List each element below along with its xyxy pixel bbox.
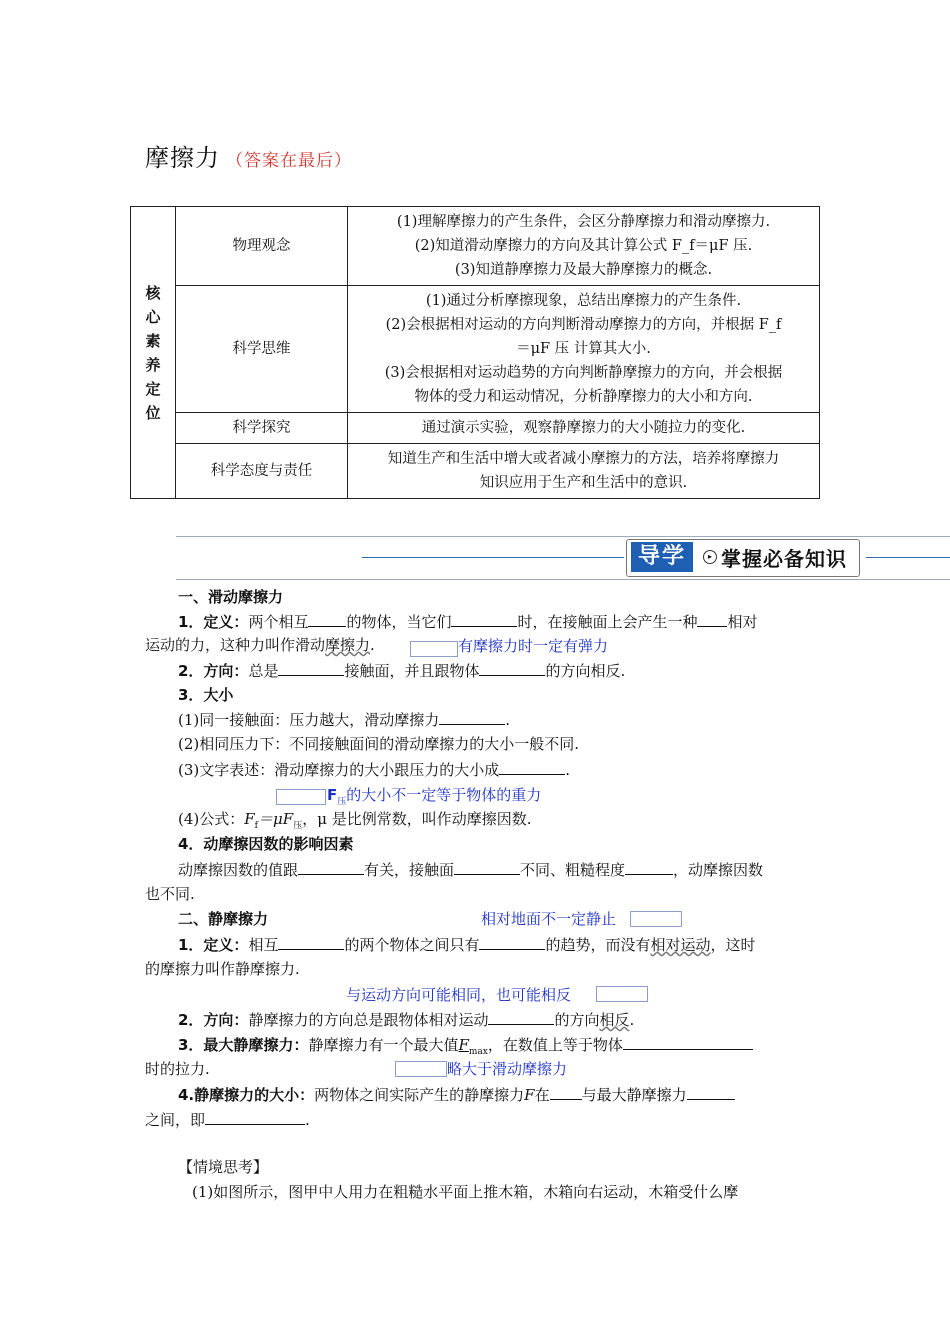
text-run: 静摩擦力的方向总是跟物体相对运动 xyxy=(248,1011,489,1029)
answer-note: （答案在最后） xyxy=(226,151,352,171)
annotation-text: 有摩擦力时一定有弹力 xyxy=(458,637,609,655)
section-heading: 一、滑动摩擦力 xyxy=(178,588,284,606)
item-label: 2．方向： xyxy=(178,662,249,680)
blank xyxy=(205,1108,305,1125)
description-line: 物体的受力和运动情况，分析静摩擦力的大小和方向. xyxy=(414,389,753,405)
paragraph-line xyxy=(178,933,756,956)
text-run: 静摩擦力有一个最大值 xyxy=(308,1036,459,1054)
text-run: 不同、粗糙程度 xyxy=(520,861,626,879)
text-run: . xyxy=(305,1111,310,1129)
blank xyxy=(278,933,344,950)
text-run: 的方向 xyxy=(554,1011,600,1029)
text-run: 两个相互 xyxy=(248,613,309,631)
paragraph-line: 时的拉力. xyxy=(145,1060,210,1078)
text-run: 运动的力，这种力叫作滑动 xyxy=(145,636,326,654)
annotation-arrow xyxy=(395,1061,447,1077)
blank xyxy=(298,858,364,875)
description-cell xyxy=(348,286,820,413)
category-cell: 科学探究 xyxy=(176,413,348,444)
text-run: F xyxy=(458,1036,469,1054)
blank xyxy=(439,708,505,725)
blank xyxy=(308,610,346,627)
text-run: 的方向相反. xyxy=(545,662,626,680)
description-line: (2)知道滑动摩擦力的方向及其计算公式 F_f＝μF 压. xyxy=(414,238,753,254)
blank xyxy=(697,610,727,627)
banner-label: 掌握必备知识 xyxy=(721,547,847,571)
side-label xyxy=(131,207,176,499)
text-run: 摩擦力 xyxy=(325,636,371,654)
description-line: (3)会根据相对运动趋势的方向判断静摩擦力的方向，并会根据 xyxy=(384,365,783,381)
side-char: 位 xyxy=(145,403,161,422)
annotation-text: 略大于滑动摩擦力 xyxy=(447,1060,568,1078)
text-run: 的两个物体之间只有 xyxy=(344,936,480,954)
blank xyxy=(550,1083,582,1100)
paragraph-line: (1)如图所示，图甲中人用力在粗糙水平面上推木箱，木箱向右运动，木箱受什么摩 xyxy=(192,1183,739,1201)
description-line: (2)会根据相对运动的方向判断滑动摩擦力的方向，并根据 F_f xyxy=(385,317,782,333)
text-run: . xyxy=(629,1011,635,1029)
text-run: max xyxy=(468,1047,488,1057)
item-label: 4．动摩擦因数的影响因素 xyxy=(178,835,354,853)
blank xyxy=(499,758,565,775)
table-row xyxy=(131,286,820,413)
paragraph-line xyxy=(178,1083,735,1106)
description-line: (1)理解摩擦力的产生条件，会区分静摩擦力和滑动摩擦力. xyxy=(396,214,771,230)
side-char: 心 xyxy=(145,307,161,326)
text-run: . xyxy=(565,761,571,779)
section-banner xyxy=(176,536,950,580)
item-label: 3．最大静摩擦力： xyxy=(178,1036,309,1054)
blank xyxy=(687,1083,735,1100)
text-run: (4)公式： xyxy=(178,810,245,828)
paragraph-line: 的摩擦力叫作静摩擦力. xyxy=(145,960,300,978)
item-label: 1．定义： xyxy=(178,613,249,631)
text-run: . xyxy=(505,711,511,729)
annotation-text: 相对地面不一定静止 xyxy=(481,910,617,928)
core-literacy-table xyxy=(130,206,820,499)
annotation-arrow xyxy=(630,911,682,927)
banner-tag: 导学 xyxy=(631,542,693,572)
text-run: 压 xyxy=(293,821,303,831)
blank xyxy=(454,858,520,875)
text-run: 接触面，并且跟物体 xyxy=(344,662,480,680)
text-run: F xyxy=(244,810,255,828)
item-label: 4.静摩擦力的大小： xyxy=(178,1086,315,1104)
play-icon: ▸ xyxy=(703,550,717,564)
category-cell: 物理观念 xyxy=(176,207,348,286)
paragraph-line xyxy=(145,1108,310,1131)
description-line: ＝μF 压 计算其大小. xyxy=(516,341,651,357)
text-run: 在 xyxy=(534,1086,550,1104)
table-row xyxy=(131,207,820,286)
text-run: 相对运动 xyxy=(650,936,711,954)
description-cell xyxy=(348,207,820,286)
section-heading: 二、静摩擦力 xyxy=(178,910,269,928)
annotation-arrow xyxy=(276,789,326,805)
text-run: 之间，即 xyxy=(145,1111,206,1129)
text-run: ，在数值上等于物体 xyxy=(487,1036,623,1054)
annotation-arrow xyxy=(410,641,458,657)
page-title xyxy=(145,138,352,173)
text-run: 两物体之间实际产生的静摩擦力 xyxy=(314,1086,525,1104)
paragraph-line: 也不同. xyxy=(145,885,195,903)
description-cell xyxy=(348,444,820,499)
paragraph-line xyxy=(178,758,570,781)
text-run: (1)同一接触面：压力越大，滑动摩擦力 xyxy=(178,711,440,729)
text-run: . xyxy=(370,636,375,654)
paragraph-line: (2)相同压力下：不同接触面间的滑动摩擦力的大小一般不同. xyxy=(178,735,580,753)
text-run: 相互 xyxy=(248,936,279,954)
text-run: 有关，接触面 xyxy=(364,861,455,879)
banner-rule-right xyxy=(866,557,950,558)
text-run: 与最大静摩擦力 xyxy=(581,1086,687,1104)
side-char: 素 xyxy=(145,331,161,350)
description-line: 知道生产和生活中增大或者减小摩擦力的方法，培养将摩擦力 xyxy=(387,451,780,467)
text-run: 相反 xyxy=(599,1011,630,1029)
category-cell: 科学态度与责任 xyxy=(176,444,348,499)
text-run: ＝μF xyxy=(258,810,294,828)
blank xyxy=(623,1033,753,1050)
blank xyxy=(479,659,545,676)
paragraph-line xyxy=(145,634,375,656)
banner-rule-left xyxy=(362,557,624,558)
title-text: 摩擦力 xyxy=(145,144,220,172)
paragraph-line xyxy=(178,708,510,731)
text-run: 的趋势，而没有 xyxy=(545,936,651,954)
category-cell: 科学思维 xyxy=(176,286,348,413)
blank xyxy=(488,1008,554,1025)
paragraph-line xyxy=(178,610,758,633)
paragraph-line xyxy=(178,1008,634,1031)
description-line: (1)通过分析摩擦现象，总结出摩擦力的产生条件. xyxy=(425,293,742,309)
context-heading: 【情境思考】 xyxy=(178,1158,269,1176)
blank xyxy=(451,610,517,627)
text-run: 的物体，当它们 xyxy=(346,613,452,631)
blank xyxy=(479,933,545,950)
description-line: 通过演示实验，观察静摩擦力的大小随拉力的变化. xyxy=(421,420,746,436)
item-label: 3．大小 xyxy=(178,686,234,704)
text-run: 的大小不一定等于物体的重力 xyxy=(346,786,542,804)
side-char: 定 xyxy=(145,379,161,398)
side-char: 核 xyxy=(145,283,161,302)
text-run: F xyxy=(327,786,338,804)
table-row xyxy=(131,413,820,444)
text-run: 相对 xyxy=(727,613,758,631)
blank xyxy=(625,858,673,875)
paragraph-line xyxy=(178,858,763,881)
item-label: 1．定义： xyxy=(178,936,249,954)
text-run: ，动摩擦因数 xyxy=(673,861,764,879)
side-char: 养 xyxy=(145,355,161,374)
text-run: (3)文字表述：滑动摩擦力的大小跟压力的大小成 xyxy=(178,761,500,779)
text-run: 动摩擦因数的值跟 xyxy=(178,861,299,879)
annotation-text xyxy=(327,784,541,807)
description-line: (3)知道静摩擦力及最大静摩擦力的概念. xyxy=(454,262,713,278)
item-label: 2．方向： xyxy=(178,1011,249,1029)
description-line: 知识应用于生产和生活中的意识. xyxy=(479,475,688,491)
text-run: 时，在接触面上会产生一种 xyxy=(517,613,698,631)
text-run: 压 xyxy=(337,797,347,807)
text-run: ，μ 是比例常数，叫作动摩擦因数. xyxy=(302,810,532,828)
text-run: f xyxy=(254,821,259,831)
annotation-arrow xyxy=(596,986,648,1002)
annotation-text: 与运动方向可能相同，也可能相反 xyxy=(346,986,572,1004)
table-row xyxy=(131,444,820,499)
description-cell xyxy=(348,413,820,444)
text-run: F xyxy=(524,1086,535,1104)
text-run: ，这时 xyxy=(710,936,756,954)
text-run: 总是 xyxy=(248,662,279,680)
paragraph-line xyxy=(178,659,625,682)
blank xyxy=(278,659,344,676)
